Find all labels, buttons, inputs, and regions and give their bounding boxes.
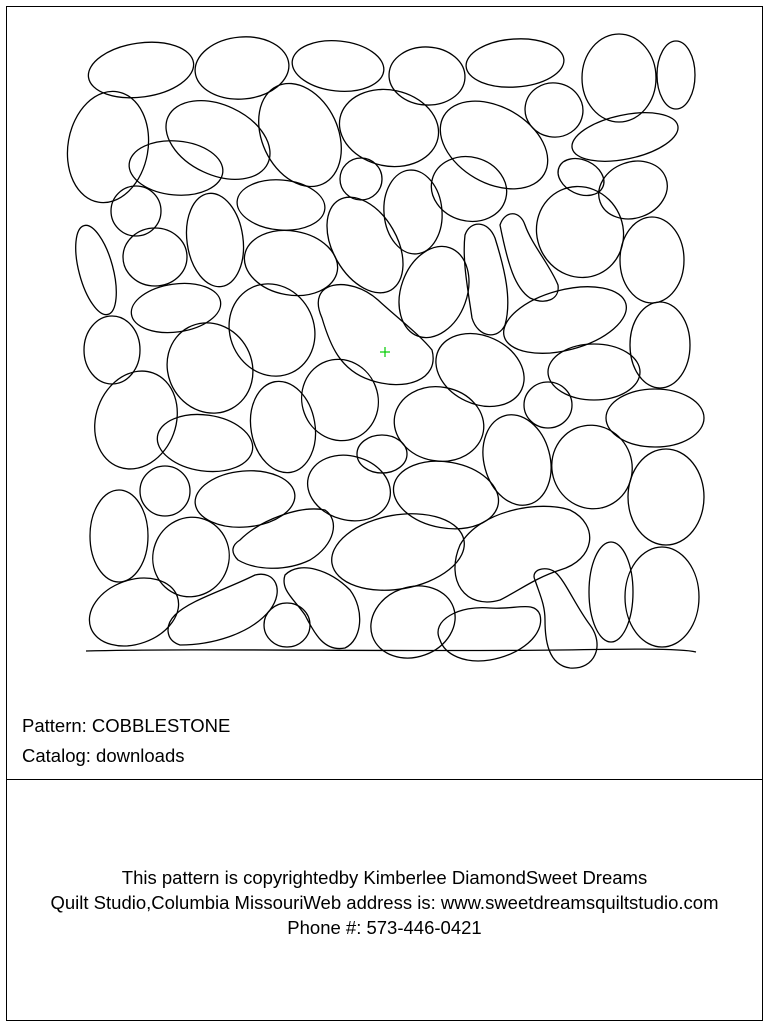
cobblestone-shape	[84, 316, 140, 384]
cobblestone-shape	[424, 148, 514, 229]
copyright-notice	[6, 865, 763, 940]
cobblestone-shape	[357, 435, 407, 473]
cobblestone-shape	[589, 542, 633, 642]
cobblestone-shape	[142, 506, 241, 607]
cobblestone-bean-shape	[168, 574, 277, 645]
cobblestone-shape	[140, 466, 190, 516]
cobblestone-shape	[524, 382, 572, 428]
cobblestone-shape	[522, 172, 639, 292]
cobblestone-shape	[192, 33, 291, 103]
cobblestone-shape	[552, 151, 610, 202]
cobblestone-bean-shape	[284, 568, 360, 649]
center-marker	[380, 347, 390, 357]
cobblestone-shape	[657, 41, 695, 109]
cobblestone-shape	[548, 344, 640, 400]
cobblestone-shape	[388, 380, 489, 469]
cobblestone-bean-shape	[534, 569, 597, 668]
cobblestone-shape	[68, 221, 125, 319]
cobblestone-bean-shape	[233, 509, 334, 568]
cobblestone-shape	[128, 278, 224, 338]
cobblestone-shape	[591, 152, 676, 229]
cobblestone-bean-shape	[500, 214, 558, 301]
cobblestone-shape	[630, 302, 690, 388]
cobblestone-shape	[235, 176, 327, 233]
catalog-label: Catalog: downloads	[22, 745, 185, 766]
cobblestone-shape	[473, 407, 561, 513]
cobblestone-shape	[361, 574, 466, 669]
cobblestone-bean-shape	[455, 506, 590, 602]
cobblestone-shape	[127, 137, 225, 199]
cobblestone-shape	[326, 504, 471, 600]
cobblestone-shape	[380, 168, 445, 257]
cobblestone-shape	[464, 36, 565, 91]
cobblestone-bean-shape	[464, 224, 508, 335]
cobblestone-shape	[181, 190, 250, 291]
cobblestone-shape	[606, 389, 704, 447]
cobblestone-shape	[340, 158, 382, 200]
cobblestone-shape	[123, 228, 187, 286]
cobblestone-shape	[243, 376, 322, 478]
cobblestone-shape	[628, 449, 704, 545]
cobblestone-bean-shape	[318, 285, 433, 385]
copyright-line-3: Phone #: 573-446-0421	[287, 917, 482, 938]
pattern-name-label: Pattern: COBBLESTONE	[22, 715, 231, 736]
cobblestone-shape	[388, 45, 467, 107]
cobblestone-shape	[424, 320, 536, 421]
cobblestone-shape	[620, 217, 684, 303]
cobblestone-shape	[388, 453, 504, 536]
cobblestone-shape	[80, 566, 188, 658]
copyright-line-2: Quilt Studio,Columbia MissouriWeb address is: www.sweetdreamsquiltstudio.com	[50, 892, 719, 913]
cobblestone-shape	[625, 547, 699, 647]
cobblestone-shape	[90, 490, 148, 582]
cobblestone-shape	[496, 275, 633, 366]
cobblestone-shape	[153, 85, 282, 195]
copyright-line-1: This pattern is copyrightedby Kimberlee DiamondSweet Dreams	[121, 867, 648, 888]
cobblestone-shape	[521, 78, 587, 141]
cobblestone-bean-shape	[438, 607, 541, 661]
pattern-baseline	[86, 649, 696, 652]
cobblestone-shape	[387, 237, 481, 348]
cobblestone-shape	[582, 34, 656, 122]
